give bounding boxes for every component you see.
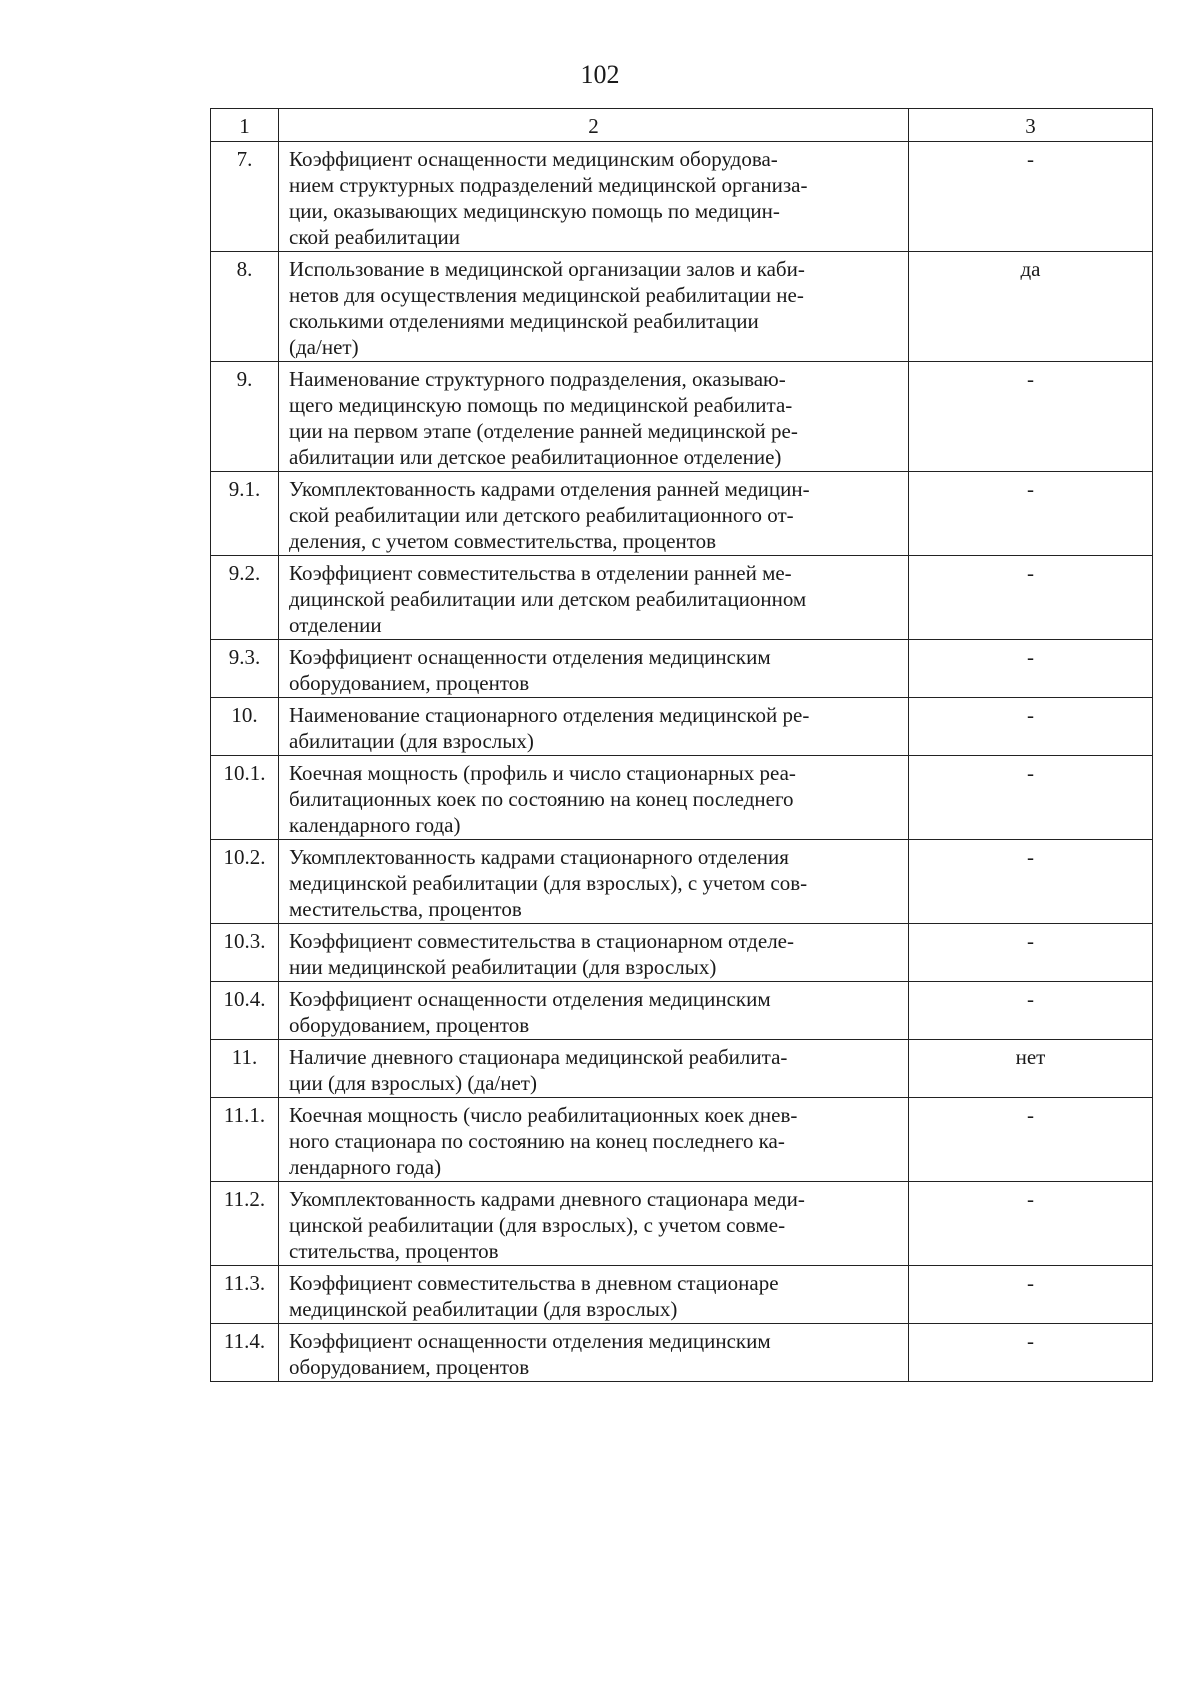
- row-number: 10.3.: [211, 924, 279, 982]
- table-row: [211, 982, 1153, 1040]
- row-number: 11.2.: [211, 1182, 279, 1266]
- row-number: 10.4.: [211, 982, 279, 1040]
- row-description: Коэффициент оснащенности отделения медицинским оборудованием, процентов: [279, 1324, 909, 1382]
- row-value: да: [909, 252, 1153, 362]
- table-row: [211, 1098, 1153, 1182]
- row-description: Укомплектованность кадрами отделения ранней медицин- ской реабилитации или детского реабилитационного от- деления, с учетом совместительства, процентов: [279, 472, 909, 556]
- table-row: [211, 252, 1153, 362]
- row-description: Коэффициент совместительства в стационарном отделе- нии медицинской реабилитации (для взрослых): [279, 924, 909, 982]
- row-value: -: [909, 840, 1153, 924]
- row-description: Коечная мощность (число реабилитационных коек днев- ного стационара по состоянию на конец последнего ка- лендарного года): [279, 1098, 909, 1182]
- row-value: -: [909, 640, 1153, 698]
- row-number: 11.: [211, 1040, 279, 1098]
- row-number: 9.3.: [211, 640, 279, 698]
- table-row: [211, 924, 1153, 982]
- row-number: 10.2.: [211, 840, 279, 924]
- row-description: Коечная мощность (профиль и число стационарных реа- билитационных коек по состоянию на конец последнего календарного года): [279, 756, 909, 840]
- row-description: Наименование структурного подразделения, оказываю- щего медицинскую помощь по медицинской реабилита- ции на первом этапе (отделение ранней медицинской ре- абилитации или детское реабилитационное отделение): [279, 362, 909, 472]
- row-description: Укомплектованность кадрами дневного стационара меди- цинской реабилитации (для взрослых), с учетом совме- стительства, процентов: [279, 1182, 909, 1266]
- row-number: 9.2.: [211, 556, 279, 640]
- table-row: [211, 472, 1153, 556]
- row-number: 7.: [211, 142, 279, 252]
- row-value: -: [909, 698, 1153, 756]
- row-description: Коэффициент совместительства в отделении ранней ме- дицинской реабилитации или детском реабилитационном отделении: [279, 556, 909, 640]
- row-number: 11.1.: [211, 1098, 279, 1182]
- row-value: -: [909, 142, 1153, 252]
- table-row: [211, 1324, 1153, 1382]
- row-number: 9.: [211, 362, 279, 472]
- table-row: [211, 1266, 1153, 1324]
- row-value: -: [909, 556, 1153, 640]
- row-description: Коэффициент оснащенности медицинским оборудова- нием структурных подразделений медицинской организа- ции, оказывающих медицинскую помощь по медицин- ской реабилитации: [279, 142, 909, 252]
- row-value: -: [909, 472, 1153, 556]
- table-row: [211, 142, 1153, 252]
- row-description: Использование в медицинской организации залов и каби- нетов для осуществления медицинской реабилитации не- сколькими отделениями медицинской реабилитации (да/нет): [279, 252, 909, 362]
- row-number: 9.1.: [211, 472, 279, 556]
- row-number: 8.: [211, 252, 279, 362]
- row-value: нет: [909, 1040, 1153, 1098]
- row-number: 11.3.: [211, 1266, 279, 1324]
- header-col-1: 1: [211, 109, 279, 142]
- table-row: [211, 840, 1153, 924]
- row-value: -: [909, 1182, 1153, 1266]
- row-value: -: [909, 756, 1153, 840]
- row-description: Коэффициент оснащенности отделения медицинским оборудованием, процентов: [279, 640, 909, 698]
- row-value: -: [909, 1098, 1153, 1182]
- row-number: 11.4.: [211, 1324, 279, 1382]
- page-number: 102: [580, 60, 620, 89]
- row-value: -: [909, 362, 1153, 472]
- header-col-2: 2: [279, 109, 909, 142]
- table-row: [211, 640, 1153, 698]
- row-description: Наличие дневного стационара медицинской реабилита- ции (для взрослых) (да/нет): [279, 1040, 909, 1098]
- row-description: Укомплектованность кадрами стационарного отделения медицинской реабилитации (для взрослых), с учетом сов- местительства, процентов: [279, 840, 909, 924]
- row-value: -: [909, 1266, 1153, 1324]
- table-row: [211, 698, 1153, 756]
- indicators-table: [210, 108, 1153, 1382]
- table-header-row: [211, 109, 1153, 142]
- table-row: [211, 756, 1153, 840]
- row-value: -: [909, 982, 1153, 1040]
- row-number: 10.1.: [211, 756, 279, 840]
- row-number: 10.: [211, 698, 279, 756]
- table-row: [211, 1182, 1153, 1266]
- row-description: Наименование стационарного отделения медицинской ре- абилитации (для взрослых): [279, 698, 909, 756]
- row-description: Коэффициент оснащенности отделения медицинским оборудованием, процентов: [279, 982, 909, 1040]
- row-value: -: [909, 1324, 1153, 1382]
- table-row: [211, 1040, 1153, 1098]
- header-col-3: 3: [909, 109, 1153, 142]
- table-row: [211, 362, 1153, 472]
- row-value: -: [909, 924, 1153, 982]
- row-description: Коэффициент совместительства в дневном стационаре медицинской реабилитации (для взрослых): [279, 1266, 909, 1324]
- table-row: [211, 556, 1153, 640]
